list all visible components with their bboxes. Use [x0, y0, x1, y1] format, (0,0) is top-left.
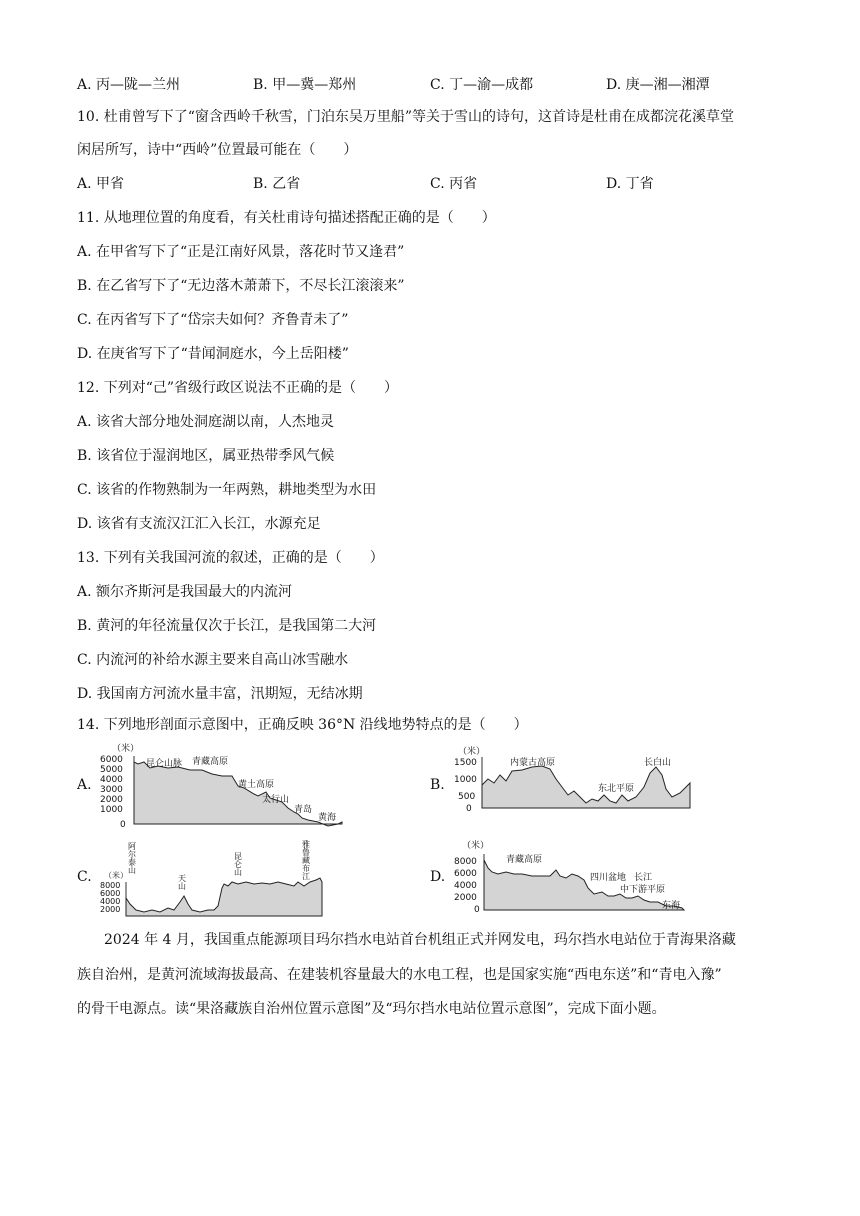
q13-stem: 13. 下列有关我国河流的叙述，正确的是（ ） [77, 550, 384, 566]
profile-c-tick: 6000 [100, 889, 121, 898]
q10-option-d[interactable]: D. 丁省 [606, 176, 654, 192]
profile-d-tick: 8000 [454, 857, 477, 867]
profile-b-tick: 1500 [454, 758, 477, 768]
q14-option-a-label[interactable]: A. [77, 777, 92, 793]
q9-option-c[interactable]: C. 丁—渝—成都 [430, 77, 534, 93]
q11-option-d[interactable]: D. 在庚省写下了“昔闻洞庭水，今上岳阳楼” [77, 346, 349, 362]
passage-line1: 2024 年 4 月，我国重点能源项目玛尔挡水电站首台机组正式并网发电，玛尔挡水电站位于青海果洛藏 [104, 932, 736, 948]
q13-option-b[interactable]: B. 黄河的年径流量仅次于长江，是我国第二大河 [77, 618, 377, 634]
profile-d-label: 长江 [634, 873, 653, 883]
profile-d-tick: 4000 [454, 881, 477, 891]
profile-figure-d [452, 838, 697, 914]
profile-c-tick: 8000 [100, 881, 121, 890]
profile-c-label: 雅鲁藏布江 [301, 840, 311, 880]
profile-b-tick: 0 [466, 804, 472, 813]
q9-options [77, 75, 777, 95]
profile-d-tick: 2000 [454, 893, 477, 903]
profile-c-label: 昆仑山 [233, 852, 243, 876]
profile-c-label: 天山 [177, 874, 187, 890]
q10-options [77, 174, 777, 194]
q9-option-d[interactable]: D. 庚—湘—湘潭 [606, 77, 710, 93]
profile-figure-c [98, 838, 330, 920]
profile-a-tick: 3000 [100, 785, 123, 795]
q10-option-b[interactable]: B. 乙省 [253, 176, 301, 192]
profile-a-tick: 1000 [100, 805, 123, 815]
q13-option-a[interactable]: A. 额尔齐斯河是我国最大的内流河 [77, 584, 293, 600]
q14-option-c-label[interactable]: C. [77, 869, 92, 885]
profile-d-label: 四川盆地 [590, 873, 627, 883]
profile-d-label: 青藏高原 [506, 855, 543, 865]
profile-c-tick: 4000 [100, 897, 121, 906]
profile-a-unit: （米） [112, 744, 140, 754]
q9-option-b[interactable]: B. 甲—冀—郑州 [253, 77, 357, 93]
profile-d-tick: 0 [474, 905, 480, 914]
profile-b-tick: 500 [458, 792, 476, 802]
profile-a-label: 青藏高原 [192, 757, 229, 767]
q12-option-d[interactable]: D. 该省有支流汉江汇入长江，水源充足 [77, 516, 321, 532]
profile-a-tick: 5000 [100, 765, 123, 775]
q11-option-b[interactable]: B. 在乙省写下了“无边落木萧萧下，不尽长江滚滚来” [77, 278, 405, 294]
profile-b-unit: （米） [458, 747, 486, 757]
q10-option-c[interactable]: C. 丙省 [430, 176, 478, 192]
passage-line2: 族自治州，是黄河流域海拔最高、在建装机容量最大的水电工程，也是国家实施“西电东送”和“青电入豫” [77, 967, 722, 983]
q14-option-b-label[interactable]: B. [430, 777, 445, 793]
q10-stem-line1: 10. 杜甫曾写下了“窗含西岭千秋雪，门泊东吴万里船”等关于雪山的诗句，这首诗是杜甫在成都浣花溪草堂 [77, 109, 735, 125]
profile-d-tick: 6000 [454, 869, 477, 879]
q14-stem: 14. 下列地形剖面示意图中，正确反映 36°N 沿线地势特点的是（ ） [77, 717, 528, 733]
q12-option-a[interactable]: A. 该省大部分地处洞庭湖以南，人杰地灵 [77, 414, 335, 430]
profile-c-unit: （米） [104, 871, 128, 880]
q12-option-c[interactable]: C. 该省的作物熟制为一年两熟，耕地类型为水田 [77, 482, 377, 498]
q11-option-c[interactable]: C. 在丙省写下了“岱宗夫如何？齐鲁青未了” [77, 312, 349, 328]
profile-c-label: 阿尔泰山 [127, 842, 137, 874]
profile-c-tick: 2000 [100, 905, 121, 914]
q11-option-a[interactable]: A. 在甲省写下了“正是江南好风景，落花时节又逢君” [77, 244, 405, 260]
q14-option-d-label[interactable]: D. [430, 869, 446, 885]
q11-stem: 11. 从地理位置的角度看，有关杜甫诗句描述搭配正确的是（ ） [77, 210, 496, 226]
profile-figure-a [98, 742, 348, 830]
q10-stem-line2: 闲居所写，诗中“西岭”位置最可能在（ ） [77, 142, 358, 158]
profile-a-tick: 6000 [100, 755, 123, 765]
profile-b-label: 长白山 [644, 758, 672, 768]
profile-b-label: 东北平原 [598, 784, 635, 794]
q13-option-c[interactable]: C. 内流河的补给水源主要来自高山冰雪融水 [77, 652, 349, 668]
profile-d-label: 东海 [662, 901, 681, 911]
profile-d-unit: （米） [462, 841, 490, 851]
profile-a-tick: 0 [120, 820, 126, 830]
q13-option-d[interactable]: D. 我国南方河流水量丰富，汛期短，无结冰期 [77, 686, 363, 702]
profile-a-label: 昆仑山脉 [146, 759, 183, 769]
profile-d-label: 中下游平原 [620, 885, 666, 895]
profile-a-label: 青岛 [294, 805, 313, 815]
profile-a-label: 太行山 [262, 795, 290, 805]
profile-a-tick: 2000 [100, 795, 123, 805]
passage-line3: 的骨干电源点。读“果洛藏族自治州位置示意图”及“玛尔挡水电站位置示意图”，完成下面小题。 [77, 1001, 666, 1017]
q12-option-b[interactable]: B. 该省位于湿润地区，属亚热带季风气候 [77, 448, 335, 464]
q12-stem: 12. 下列对“己”省级行政区说法不正确的是（ ） [77, 380, 399, 396]
profile-b-tick: 1000 [454, 775, 477, 785]
profile-a-label: 黄海 [318, 813, 337, 823]
profile-figure-b [452, 745, 697, 813]
profile-a-label: 黄土高原 [238, 780, 275, 790]
q10-option-a[interactable]: A. 甲省 [77, 176, 125, 192]
q9-option-a[interactable]: A. 丙—陇—兰州 [77, 77, 181, 93]
profile-a-tick: 4000 [100, 775, 123, 785]
profile-b-label: 内蒙古高原 [510, 758, 556, 768]
